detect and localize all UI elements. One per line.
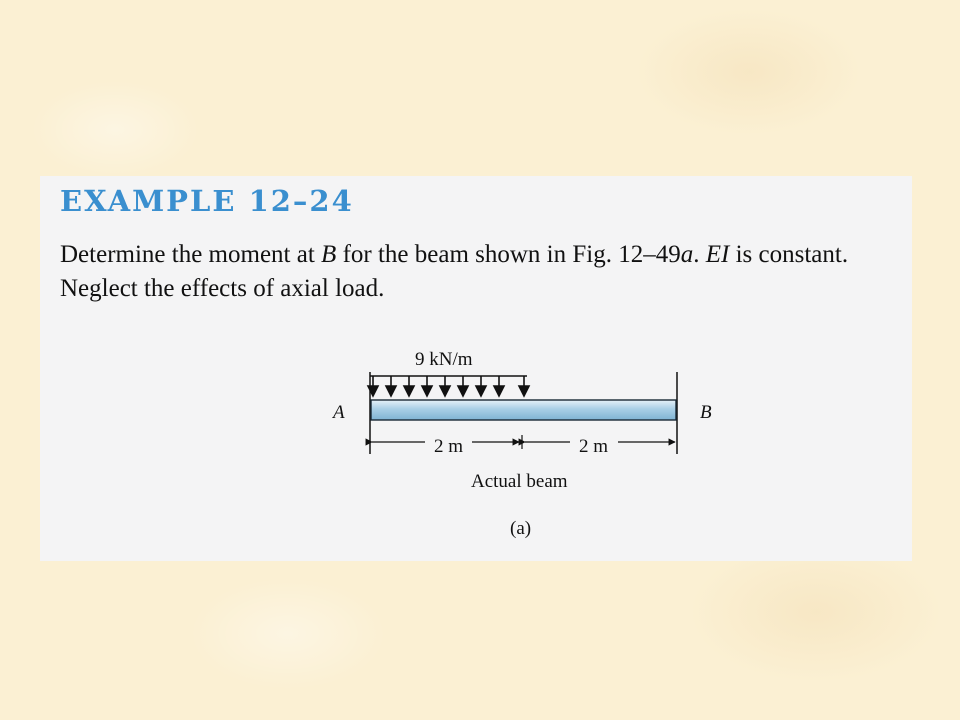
figure-sub-caption: (a) — [510, 518, 532, 539]
distributed-load — [368, 349, 529, 396]
example-panel — [40, 176, 912, 561]
dim-left-label: 2 m — [434, 436, 464, 457]
ei-term: EI — [705, 241, 730, 268]
beam — [371, 400, 676, 420]
load-arrows — [368, 376, 529, 396]
problem-text-1: Determine the moment at — [60, 241, 322, 268]
label-a: A — [333, 402, 345, 423]
dim-right-label: 2 m — [579, 436, 609, 457]
dimension-line — [372, 435, 675, 449]
beam-figure — [40, 176, 912, 561]
figure-caption: Actual beam — [471, 471, 568, 492]
problem-text-3: . — [693, 241, 706, 268]
problem-text-4: is constant. Neglect the effects of axial load. — [60, 241, 849, 302]
point-b-ref: B — [321, 241, 337, 268]
example-title: EXAMPLE 12–24 — [60, 184, 354, 218]
label-b: B — [700, 402, 712, 423]
figure-sub-ref: a — [680, 241, 694, 268]
problem-text-2: for the beam shown in Fig. 12–49 — [336, 241, 681, 268]
load-label: 9 kN/m — [415, 349, 473, 370]
